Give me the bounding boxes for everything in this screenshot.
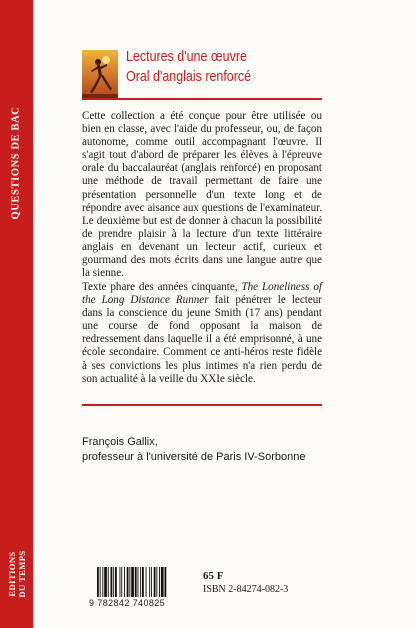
author-name: François Gallix,	[82, 436, 158, 448]
series-title-line-2: Oral d'anglais renforcé	[126, 69, 252, 85]
red-spine-band	[0, 0, 33, 628]
author-role: professeur à l'université de Paris IV-Sorbonne	[82, 450, 306, 463]
book-description-rest: fait pénétrer le lecteur dans la conscience du jeune Smith (17 ans) pendant une course de fond opposant la maison de redressement dans laquelle il a été emprisonné, à une école secondaire. Comment ce anti-héros reste fidèle à ses convictions les plus intimes n'a rien perdu de son actualité à la veille du XXIe siècle.	[82, 294, 322, 385]
top-divider	[82, 98, 322, 100]
barcode	[89, 567, 185, 607]
book-description-intro: Texte phare des années cinquante,	[82, 281, 242, 293]
series-label: QUESTIONS DE BAC	[10, 106, 22, 220]
collection-description: Cette collection a été conçue pour être utilisée ou bien en classe, avec l'aide du professeur, ou, de façon autonome, comme outil accompagnant l'œuvre. Il s'agit tout d'abord de préparer les élèves à l'épreuve orale du baccalauréat (anglais renforcé) en proposant une méthode de travail permettant de faire une présentation personnelle d'un texte long et de répondre avec aisance aux questions de l'examinateur. Le deuxième but est de donner à chacun la possibilité de prendre plaisir à la lecture d'un texte littéraire anglais en devenant un lecteur actif, curieux et gourmand des mots écrits dans une langue autre que la sienne.	[82, 110, 322, 280]
barcode-bars	[97, 567, 183, 597]
author-block	[82, 435, 305, 464]
series-title-line-1: Lectures d'une œuvre	[126, 49, 247, 65]
book-description	[82, 281, 322, 386]
publisher-line-1: EDITIONS	[7, 551, 17, 597]
publisher-logo	[5, 530, 29, 618]
runner-illustration	[82, 50, 118, 100]
isbn: ISBN 2-84274-082-3	[203, 584, 289, 595]
publisher-line-2: DU TEMPS	[17, 550, 27, 598]
book-title: The Loneliness of the Long Distance Runner	[82, 281, 322, 307]
bottom-divider	[82, 404, 322, 406]
barcode-digits: 9 782842 740825	[89, 598, 166, 608]
price: 65 F	[203, 570, 224, 582]
